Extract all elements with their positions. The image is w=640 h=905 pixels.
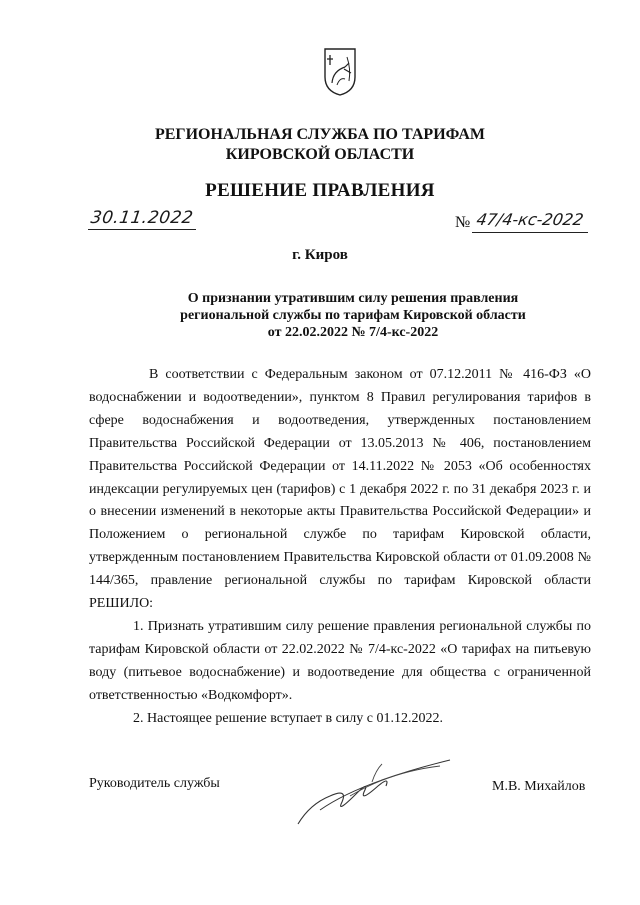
handwritten-signature <box>290 752 460 832</box>
organization-name-line2: КИРОВСКОЙ ОБЛАСТИ <box>225 146 415 163</box>
document-body <box>89 364 591 731</box>
date-underline <box>88 229 196 230</box>
decision-item-1: 1. Признать утратившим силу решение правления региональной службы по тарифам Кировской области от 22.02.2022 № 7/4-кс-2022 «О тарифах на питьевую воду (питьевое водоснабжение) и водоотведение для общества с ограниченной ответственностью «Водкомфорт». <box>89 618 591 703</box>
document-date: 30.11.2022 <box>89 208 195 228</box>
document-number: 47/4-кс-2022 <box>474 210 586 229</box>
preamble-paragraph: В соответствии с Федеральным законом от 07.12.2011 № 416-ФЗ «О водоснабжении и водоотведении», пунктом 8 Правил регулирования тарифов в сфере водоснабжения и водоотведения, утвержденных постановлением Правительства Российской Федерации от 13.05.2013 № 406, постановлением Правительства Российской Федерации от 14.11.2022 № 2053 «Об особенностях индексации регулируемых цен (тарифов) с 1 декабря 2022 г. по 31 декабря 2023 г. и о внесении изменений в некоторые акты Правительства Российской Федерации» и Положением о региональной службе по тарифам Кировской области, утвержденным постановлением Правительства Кировской области от 01.09.2008 № 144/365, правление региональной службы по тарифам Кировской области РЕШИЛО: <box>89 367 591 612</box>
number-underline <box>472 232 588 233</box>
document-subject <box>0 290 640 341</box>
signatory-title: Руководитель службы <box>89 776 220 791</box>
subject-line1: О признании утратившим силу решения правления <box>187 291 519 306</box>
document-type: РЕШЕНИЕ ПРАВЛЕНИЯ <box>205 180 435 201</box>
signatory-name: М.В. Михайлов <box>492 779 586 794</box>
coat-of-arms-icon <box>323 47 357 97</box>
decision-item-2: 2. Настоящее решение вступает в силу с 01.12.2022. <box>133 710 443 726</box>
city-label: г. Киров <box>292 247 348 263</box>
subject-line3: от 22.02.2022 № 7/4-кс-2022 <box>267 325 439 340</box>
organization-name-line1: РЕГИОНАЛЬНАЯ СЛУЖБА ПО ТАРИФАМ <box>154 126 486 143</box>
subject-line2: региональной службы по тарифам Кировской области <box>180 308 526 323</box>
number-sign: № <box>455 214 471 231</box>
